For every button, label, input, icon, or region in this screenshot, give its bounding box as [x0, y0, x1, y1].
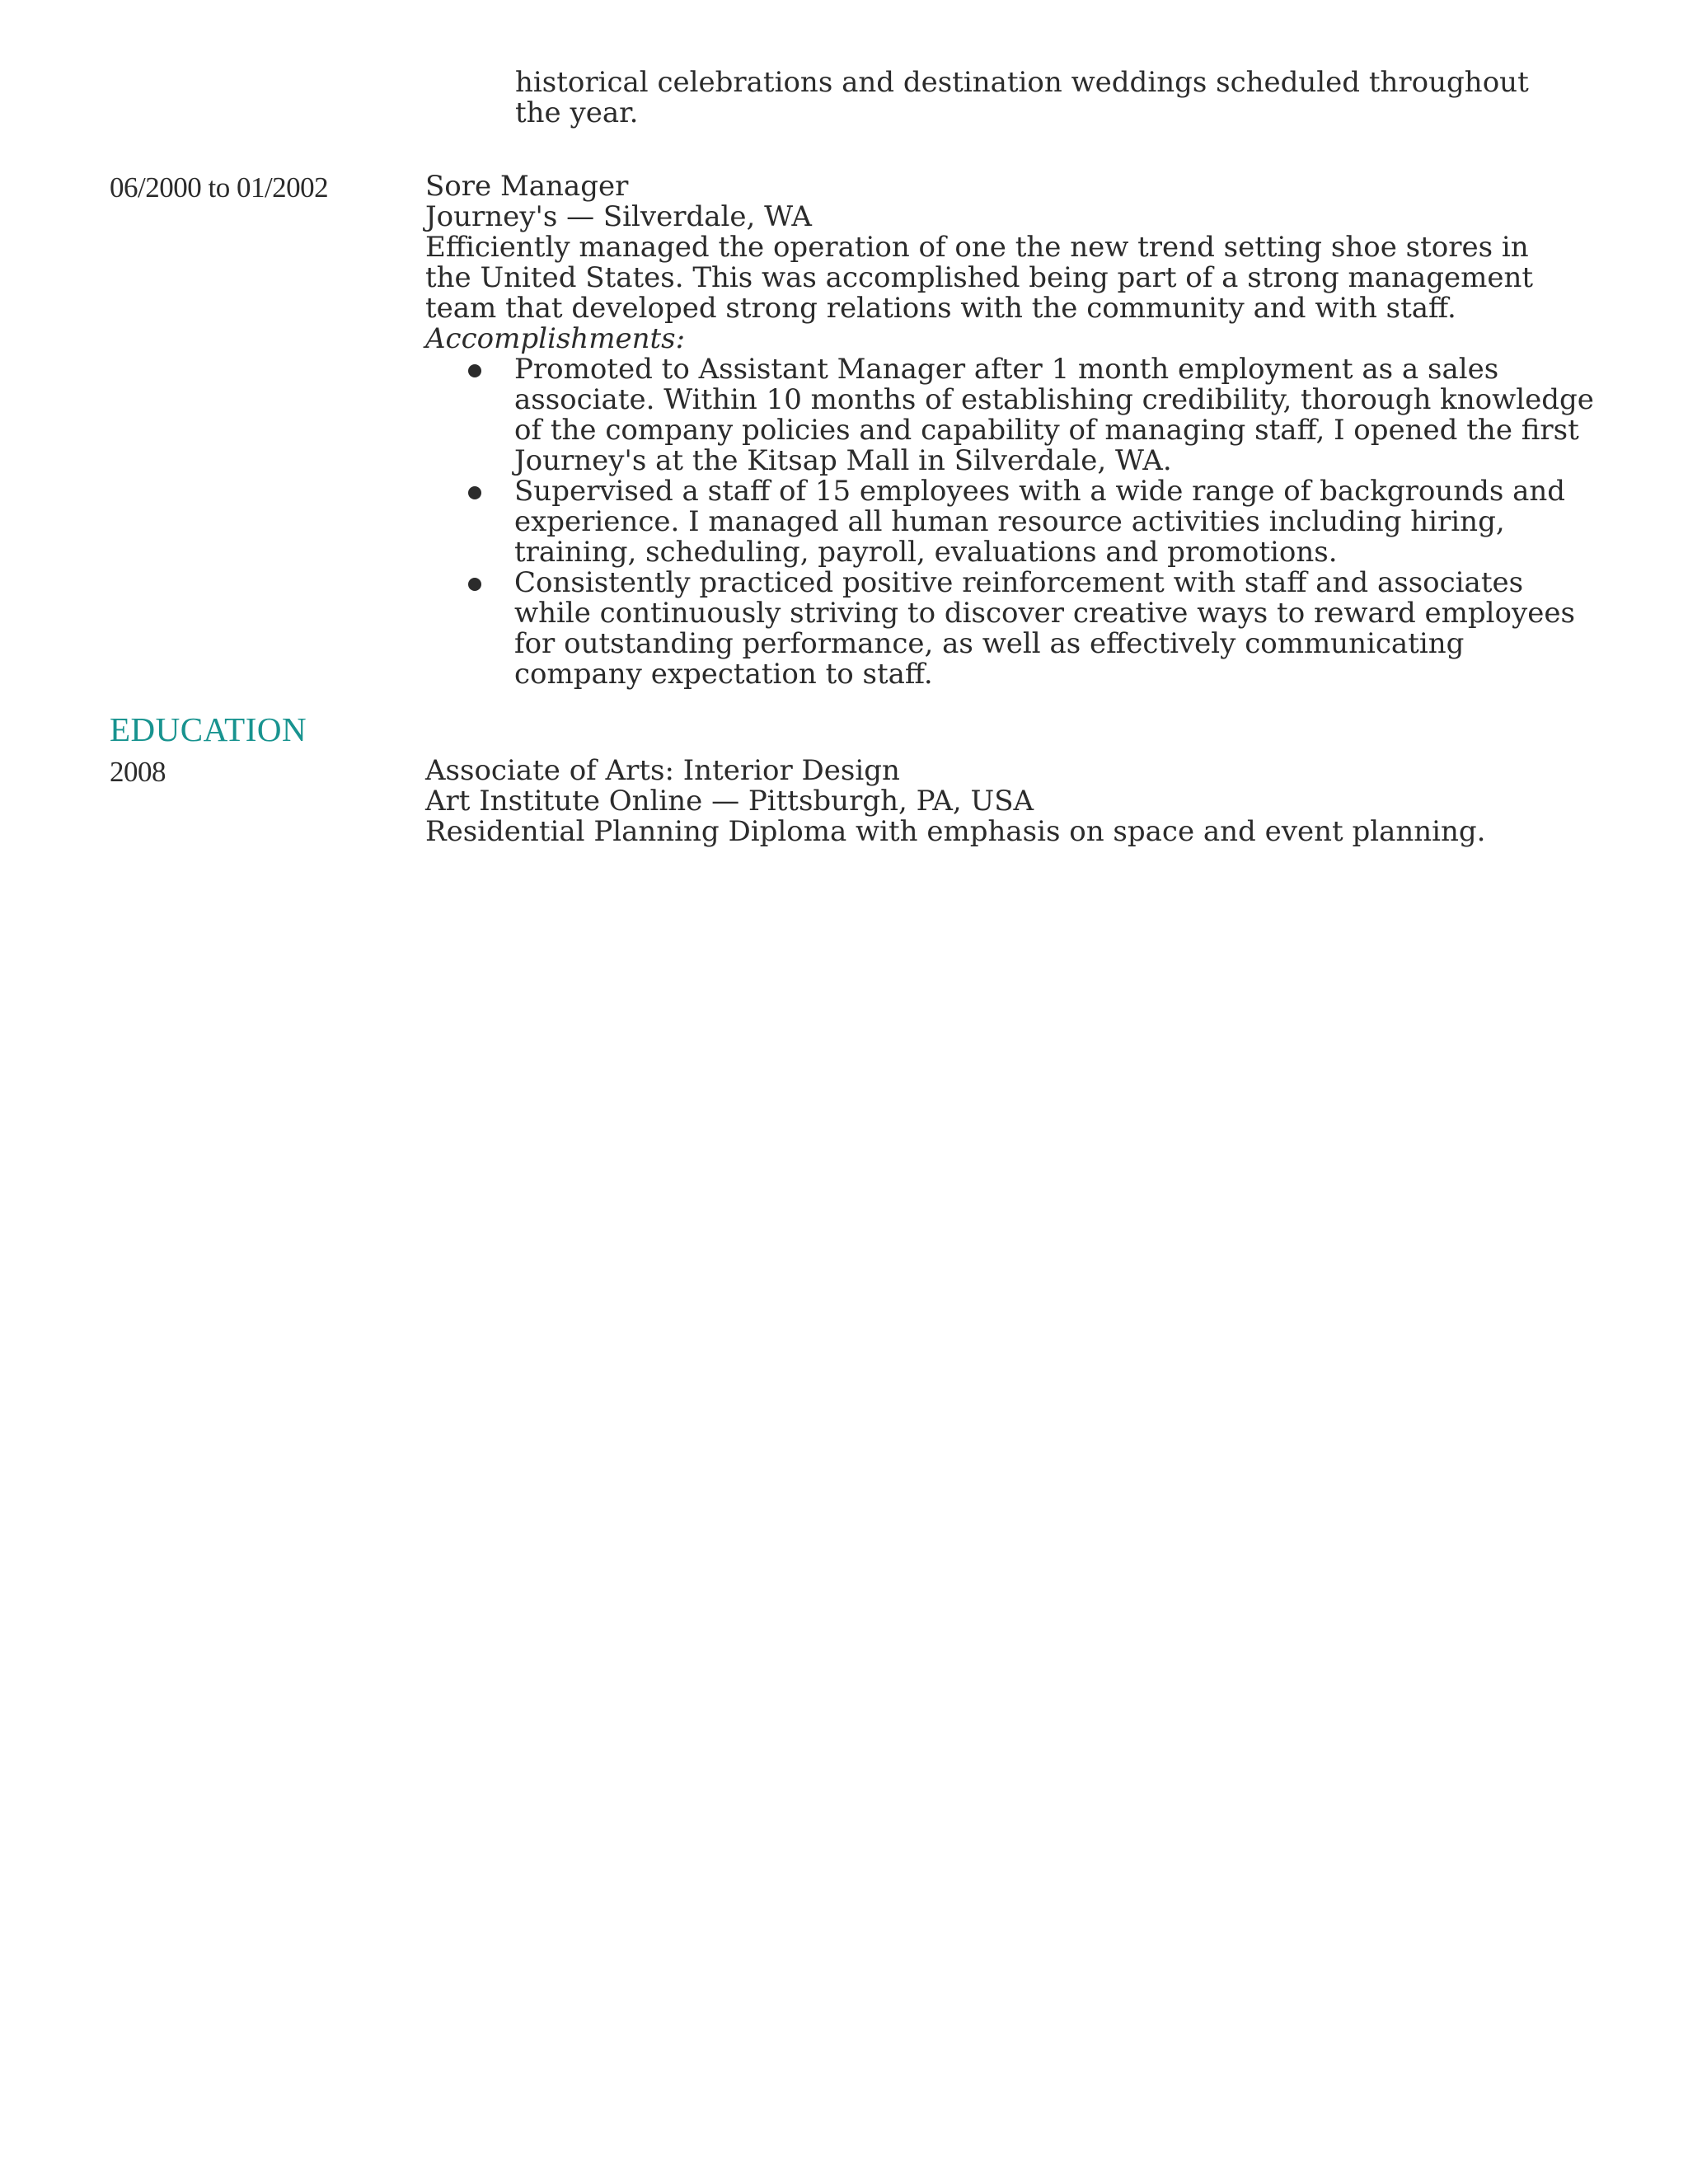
- experience-entry: [425, 171, 1596, 690]
- accomplishments-list: [425, 354, 1596, 690]
- bullet-icon: [468, 486, 481, 499]
- education-date: 2008: [110, 756, 166, 788]
- experience-date: 06/2000 to 01/2002: [110, 171, 329, 204]
- education-description: Residential Planning Diploma with emphasis on space and event planning.: [425, 815, 1486, 848]
- list-item: [425, 476, 1596, 568]
- bullet-text: Supervised a staff of 15 employees with a wide range of backgrounds and experience. I managed all human resource activities including hiring, training, scheduling, payroll, evaluations and promotions.: [514, 475, 1566, 569]
- list-item: [425, 354, 1596, 476]
- bullet-icon: [468, 578, 481, 591]
- bullet-icon: [468, 364, 481, 377]
- education-entry: [425, 756, 1596, 847]
- bullet-text: Promoted to Assistant Manager after 1 month employment as a sales associate. Within 10 months of establishing credibility, thorough knowledge of the company policies and capability of managing staff, I opened the first Journey's at the Kitsap Mall in Silverdale, WA.: [514, 353, 1594, 477]
- bullet-text: Consistently practiced positive reinforcement with staff and associates while continuously striving to discover creative ways to reward employees for outstanding performance, as well as effectively communicating company expectation to staff.: [514, 566, 1575, 691]
- job-description: Efficiently managed the operation of one the new trend setting shoe stores in the United States. This was accomplished being part of a strong management team that developed strong relations with the community and with staff.: [425, 231, 1534, 325]
- degree: Associate of Arts: Interior Design: [425, 754, 900, 787]
- job-title: Sore Manager: [425, 170, 629, 203]
- accomplishments-label: Accomplishments:: [425, 322, 686, 355]
- school-location: Art Institute Online — Pittsburgh, PA, USA: [425, 785, 1034, 818]
- continuation-text: historical celebrations and destination weddings scheduled throughout the year.: [515, 66, 1529, 129]
- company-location: Journey's — Silverdale, WA: [425, 200, 812, 233]
- section-heading-education: EDUCATION: [110, 710, 307, 748]
- list-item: [425, 568, 1596, 690]
